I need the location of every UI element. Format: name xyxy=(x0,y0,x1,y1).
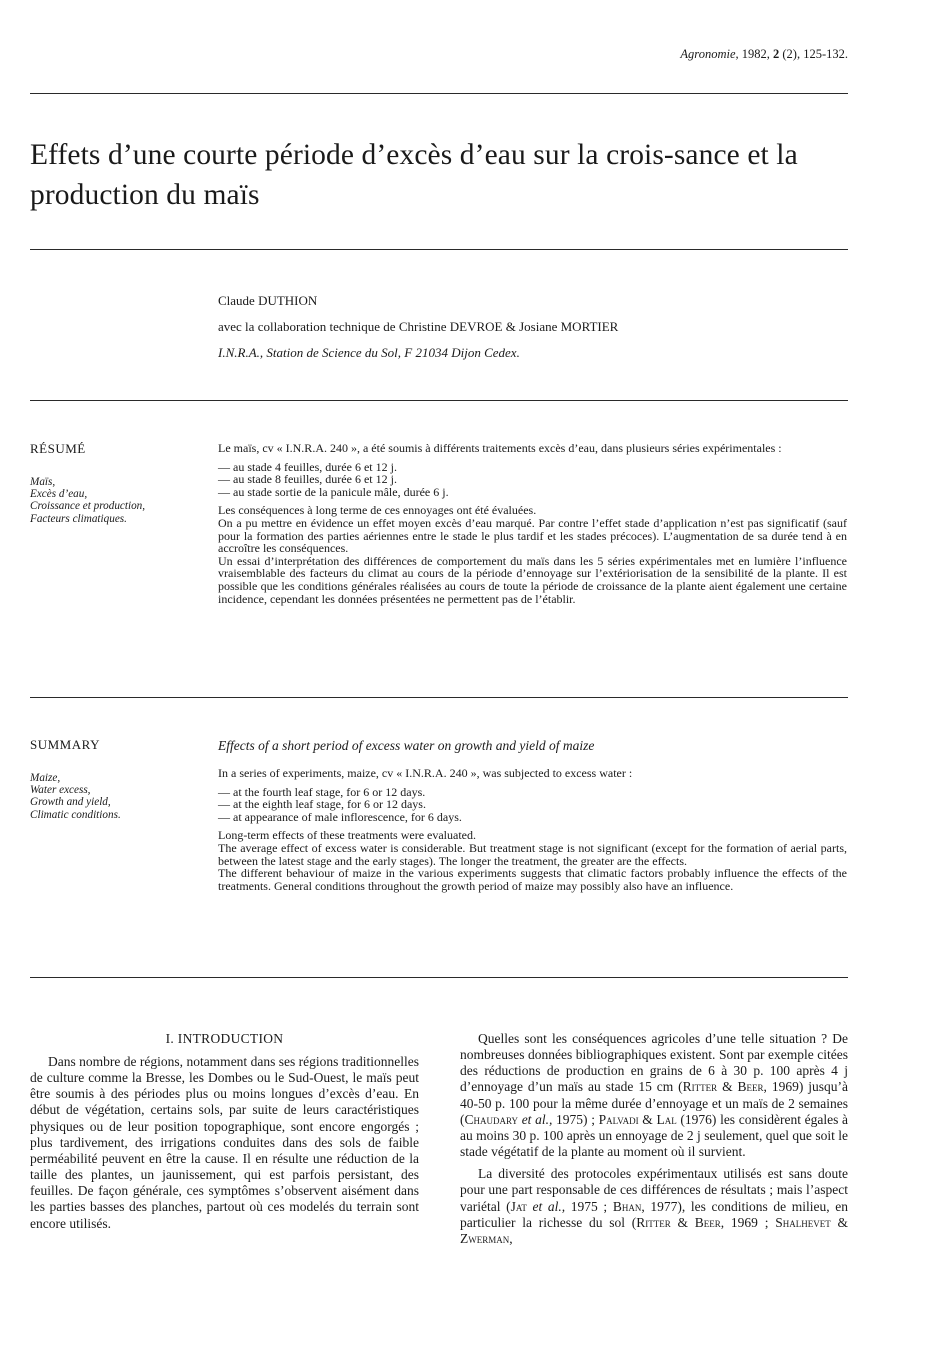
authors-divider xyxy=(30,400,848,401)
summary-divider xyxy=(30,977,848,978)
summary-paragraph: Long-term effects of these treatments were evaluated. xyxy=(218,828,476,843)
resume-paragraph: On a pu mettre en évidence un effet moyen excès d’eau marqué. Par contre l’effet stade d’application n’est pas significatif (sauf pour la formation des parties aériennes entre le stade le plus tardif et les stades précoces). L’augmentation de sa durée tend à en accroître les conséquences. xyxy=(218,515,847,556)
journal-year: 1982, xyxy=(741,47,770,61)
intro-right-column xyxy=(460,1031,848,1247)
intro-heading: I. INTRODUCTION xyxy=(165,1031,284,1046)
citation-jat: Jat xyxy=(510,1198,527,1214)
journal-issue: (2), xyxy=(782,47,801,61)
resume-keyword: Excès d’eau, xyxy=(30,488,88,501)
header-divider xyxy=(30,93,848,94)
author-first-name: Claude xyxy=(218,293,255,308)
summary-keyword: Maize, xyxy=(30,772,61,784)
text-run: (1976) les considèrent égales à au moins 30 p. 100 après un ennoyage de 2 j seulement, quel que soit le stade végétatif de la plante au moment où il survient. xyxy=(460,1111,849,1160)
citation-ritter-beer: Ritter & Beer xyxy=(636,1214,721,1230)
summary-keyword: Growth and yield, xyxy=(30,796,111,809)
text-run: 1975) ; xyxy=(552,1111,599,1127)
et-al: et al., xyxy=(532,1198,566,1214)
text-run: La diversité des protocoles expérimentaux utilisés est sans doute pour une part responsable de ces différences de résultats ; mais l’aspect variétal ( xyxy=(460,1166,848,1214)
summary-intro: In a series of experiments, maize, cv « I.N.R.A. 240 », was subjected to excess water : xyxy=(218,766,633,780)
summary-body xyxy=(218,767,847,892)
intro-paragraph xyxy=(460,1166,848,1247)
collab-ampersand: & xyxy=(505,319,516,334)
summary-title: Effects of a short period of excess water on growth and yield of maize xyxy=(218,738,595,753)
summary-list-item: — at appearance of male inflorescence, for 6 days. xyxy=(218,809,462,824)
journal-pages: 125-132. xyxy=(803,47,848,61)
summary-keyword: Water excess, xyxy=(30,784,91,797)
resume-list-item: — au stade sortie de la panicule mâle, durée 6 j. xyxy=(218,484,449,499)
resume-paragraph: Un essai d’interprétation des différences de comportement du maïs dans les 5 séries expérimentales met en lumière l’influence vraisemblable des facteurs du climat au cours de la période d’ennoyage sur l’extériorisation de la sensibilité de la plante. Il est possible que les conditions générales réalisées au cours de toute la période de croissance de la plante aient également une certaine incidence, cependant les données présentées ne permettent pas de l’établir. xyxy=(218,553,847,606)
affiliation: I.N.R.A., Station de Science du Sol, F 21034 Dijon Cedex. xyxy=(218,345,520,360)
resume-divider xyxy=(30,697,848,698)
intro-paragraph xyxy=(460,1031,848,1160)
text-run: 1975 ; xyxy=(565,1198,613,1214)
resume-paragraph: Les conséquences à long terme de ces ennoyages ont été évaluées. xyxy=(218,503,537,518)
citation-chaudary: Chaudary xyxy=(464,1111,519,1127)
resume-list-item: — au stade 8 feuilles, durée 6 et 12 j. xyxy=(218,472,397,487)
citation-bhan: Bhan xyxy=(612,1198,642,1214)
collaboration-line xyxy=(218,319,618,335)
text-run: , 1977), les conditions de milieu, en particulier la richesse du sol ( xyxy=(460,1198,848,1230)
citation-ritter-beer: Ritter & Beer xyxy=(682,1079,764,1095)
text-run: , 1969 ; xyxy=(720,1214,776,1230)
resume-keyword: Maïs, xyxy=(30,476,56,488)
author-last-name: DUTHION xyxy=(258,293,318,308)
title-divider xyxy=(30,249,848,250)
resume-heading: RÉSUMÉ xyxy=(30,441,86,456)
resume-keyword: Facteurs climatiques. xyxy=(30,512,127,525)
journal-reference xyxy=(680,47,848,62)
resume-body xyxy=(218,442,847,605)
collab-prefix: avec la collaboration technique de Christine xyxy=(218,319,447,334)
summary-list-item: — at the fourth leaf stage, for 6 or 12 days. xyxy=(218,784,426,799)
intro-left-column xyxy=(30,1031,419,1232)
author-line xyxy=(218,293,317,309)
intro-paragraph: Dans nombre de régions, notamment dans ses régions traditionnelles de culture comme la Bresse, les Dombes ou le Sud-Ouest, le maïs peut être soumis à des périodes plus ou moins longues d’excès d’eau. En début de végétation, certains sols, par suite de leurs caractéristiques physiques ou de leur position topographique, sont encore engorgés ; plus tardivement, des irrigations conduites dans des sols de faible perméabilité peuvent en être la cause. Il en résulte une réduction de la taille des plantes, un jaunissement, qui est parfois persistant, des feuilles. De façon générale, ces symptômes s’observent aisément dans les parties basses des planches, partout où ces modelés du terrain sont encore utilisés. xyxy=(30,1054,419,1231)
journal-name: Agronomie, xyxy=(680,47,739,61)
collab-first-2: Josiane xyxy=(519,319,558,334)
citation-palvadi-lal: Palvadi & Lal xyxy=(598,1111,677,1127)
summary-list-item: — at the eighth leaf stage, for 6 or 12 days. xyxy=(218,797,426,812)
citation-shalhevet-zwerman: Shalhevet & Zwerman xyxy=(460,1214,848,1246)
resume-keywords xyxy=(30,476,210,525)
summary-keyword: Climatic conditions. xyxy=(30,808,121,821)
text-run: , 1969) jusqu’à 40-50 p. 100 pour la même durée d’ennoyage et un maïs de 2 semaines ( xyxy=(460,1079,848,1127)
summary-paragraph: The average effect of excess water is considerable. But treatment stage is not significant (except for the formation of aerial parts, between the latest stage and the early stages). The longer the treatment, the greater are the effects. xyxy=(218,840,847,868)
summary-keywords xyxy=(30,772,210,821)
text-run: , xyxy=(509,1230,513,1246)
collab-name-1: DEVROE xyxy=(449,319,503,334)
resume-list-item: — au stade 4 feuilles, durée 6 et 12 j. xyxy=(218,459,397,474)
text-run: Quelles sont les conséquences agricoles d’une telle situation ? De nombreuses données bibliographiques existent. Sont par exemple citées des réductions de production en grains de 6 à 30 p. 100 après 4 j d’ennoyage d’un maïs au stade 15 cm ( xyxy=(460,1031,848,1095)
summary-paragraph: The different behaviour of maize in the various experiments suggests that climatic factors probably influence the effects of the treatments. General conditions throughout the growth period of maize may possibly also have an influence. xyxy=(218,866,847,893)
journal-volume: 2 xyxy=(773,47,780,61)
et-al: et al., xyxy=(521,1111,553,1127)
summary-heading: SUMMARY xyxy=(30,737,100,752)
collab-name-2: MORTIER xyxy=(560,319,619,334)
paper-title: Effets d’une courte période d’excès d’eau sur la crois-sance et la production du maïs xyxy=(30,139,798,211)
resume-intro: Le maïs, cv « I.N.R.A. 240 », a été soumis à différents traitements excès d’eau, dans plusieurs séries expérimentales : xyxy=(218,441,782,455)
resume-keyword: Croissance et production, xyxy=(30,500,146,513)
